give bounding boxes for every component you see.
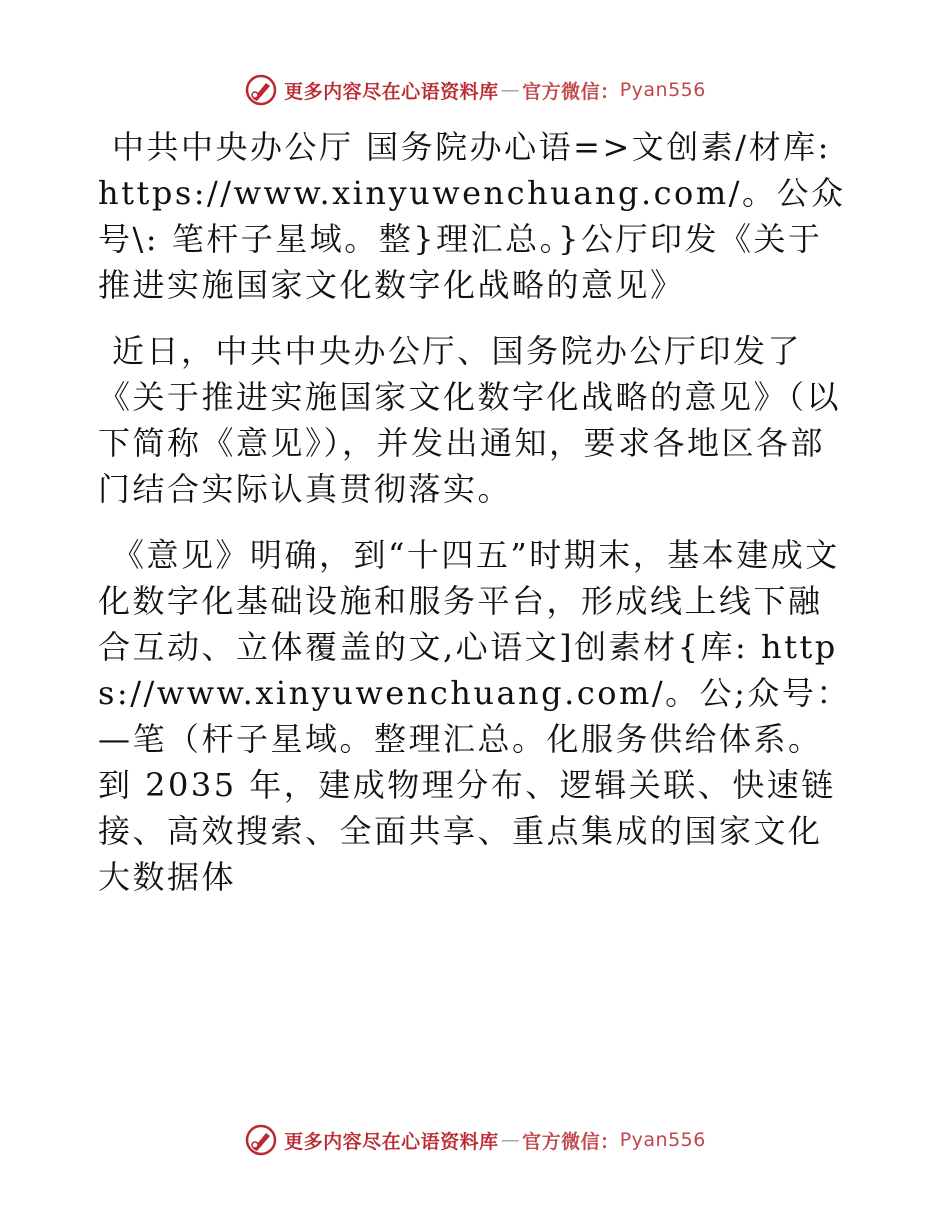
watermark-contact-label: 官方微信： (522, 80, 620, 103)
watermark-separator: — (500, 79, 521, 101)
watermark-separator: — (500, 1129, 521, 1151)
watermark-text: 更多内容尽在心语资料库 (284, 1130, 499, 1153)
quill-seal-icon (244, 1123, 278, 1157)
paragraph-intro: 近日，中共中央办公厅、国务院办公厅印发了《关于推进实施国家文化数字化战略的意见》（以下简称《意见》），并发出通知，要求各地区各部门结合实际认真贯彻落实。 (98, 332, 842, 508)
paragraph-goals: 《意见》明确，到“十四五”时期末，基本建成文化数字化基础设施和服务平台，形成线上线下融合互动、立体覆盖的文,心语文]创素材{库: https://www.xinyuwenchuang.com/。公;众号：—笔（杆子星域。整理汇总。化服务供给体系。到 2035 年，建成物理分布、逻辑关联、快速链接、高效搜索、全面共享、重点集成的国家文化大数据体 (98, 536, 851, 896)
document-body (98, 124, 854, 900)
quill-seal-icon (244, 73, 278, 107)
watermark-contact-label: 官方微信： (522, 1130, 620, 1153)
watermark-text: 更多内容尽在心语资料库 (284, 80, 499, 103)
watermark-contact-id: Pyan556 (619, 1129, 706, 1151)
watermark-contact-id: Pyan556 (619, 79, 706, 101)
header-watermark (0, 68, 950, 112)
paragraph-title: 中共中央办公厅 国务院办心语=>文创素/材库: https://www.xinyuwenchuang.com/。公众号\: 笔杆子星域。整}理汇总。}公厅印发《关于推进实施国家文化数字化战略的意见》 (98, 128, 846, 304)
footer-watermark (0, 1118, 950, 1162)
